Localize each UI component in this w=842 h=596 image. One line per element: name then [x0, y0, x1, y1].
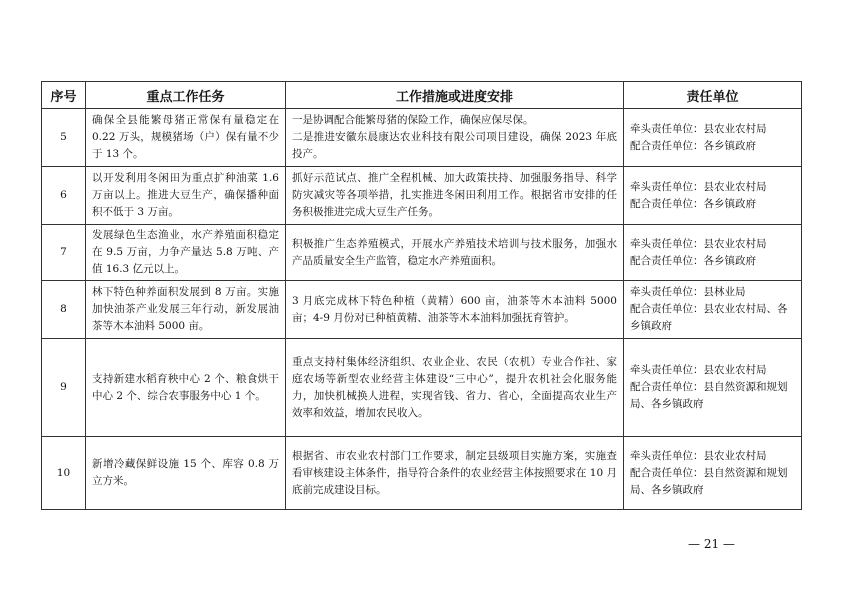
row-task: 林下特色种养面积发展到 8 万亩。实施加快油茶产业发展三年行动，新发展油茶等木本油料 5000 亩。 [86, 281, 286, 339]
header-task: 重点工作任务 [86, 82, 286, 109]
unit-lead: 牵头责任单位：县农业农村局 [630, 180, 767, 193]
table-header-row [42, 82, 802, 109]
measure-line: 重点支持村集体经济组织、农业企业、农民（农机）专业合作社、家庭农场等新型农业经营主体建设“三中心”，提升农机社会化服务能力，加快机械换人进程，实现省钱、省力、省心，全面提高农业生产效率和效益，增加农民收入。 [292, 355, 617, 419]
unit-lead: 牵头责任单位：县农业农村局 [630, 122, 767, 135]
row-unit [624, 437, 802, 510]
row-task: 支持新建水稻育秧中心 2 个、粮食烘干中心 2 个、综合农事服务中心 1 个。 [86, 339, 286, 437]
page-number: — 21 — [688, 537, 735, 551]
row-seq: 7 [42, 225, 86, 281]
row-unit [624, 167, 802, 225]
row-unit [624, 109, 802, 167]
unit-support: 配合责任单位：县自然资源和规划局、各乡镇政府 [630, 381, 788, 410]
unit-lead: 牵头责任单位：县农业农村局 [630, 237, 767, 250]
row-task: 新增冷藏保鲜设施 15 个、库容 0.8 万立方米。 [86, 437, 286, 510]
measure-line: 3 月底完成林下特色种植（黄精）600 亩，油茶等木本油料 5000 亩；4-9 月份对已种植黄精、油茶等木本油料加强抚育管护。 [292, 294, 617, 324]
table-row [42, 437, 802, 510]
measure-line: 积极推广生态养殖模式，开展水产养殖技术培训与技术服务，加强水产品质量安全生产监管，稳定水产养殖面积。 [292, 237, 617, 267]
header-unit: 责任单位 [624, 82, 802, 109]
row-task: 发展绿色生态渔业，水产养殖面积稳定在 9.5 万亩，力争产量达 5.8 万吨、产值 16.3 亿元以上。 [86, 225, 286, 281]
row-task: 以开发利用冬闲田为重点扩种油菜 1.6 万亩以上。推进大豆生产，确保播种面积不低于 3 万亩。 [86, 167, 286, 225]
table-row [42, 109, 802, 167]
header-measure: 工作措施或进度安排 [286, 82, 624, 109]
row-measure [286, 167, 624, 225]
row-seq: 10 [42, 437, 86, 510]
row-seq: 6 [42, 167, 86, 225]
measure-line: 根据省、市农业农村部门工作要求，制定县级项目实施方案，实施查看审核建设主体条件，指导符合条件的农业经营主体按照要求在 10 月底前完成建设目标。 [292, 449, 617, 496]
row-measure [286, 339, 624, 437]
table-row [42, 339, 802, 437]
header-seq: 序号 [42, 82, 86, 109]
unit-support: 配合责任单位：县农业农村局、各乡镇政府 [630, 303, 788, 332]
unit-support: 配合责任单位：县自然资源和规划局、各乡镇政府 [630, 466, 788, 496]
table-row [42, 225, 802, 281]
row-seq: 8 [42, 281, 86, 339]
table-row [42, 167, 802, 225]
work-task-table [41, 81, 802, 510]
unit-support: 配合责任单位：各乡镇政府 [630, 197, 756, 210]
table-row [42, 281, 802, 339]
row-measure [286, 225, 624, 281]
row-unit [624, 225, 802, 281]
row-seq: 9 [42, 339, 86, 437]
row-measure [286, 109, 624, 167]
unit-support: 配合责任单位：各乡镇政府 [630, 139, 756, 152]
row-seq: 5 [42, 109, 86, 167]
measure-line: 二是推进安徽东晨康达农业科技有限公司项目建设，确保 2023 年底投产。 [292, 131, 617, 160]
unit-lead: 牵头责任单位：县农业农村局 [630, 449, 767, 462]
row-unit [624, 339, 802, 437]
row-measure [286, 281, 624, 339]
row-unit [624, 281, 802, 339]
measure-line: 一是协调配合能繁母猪的保险工作，确保应保尽保。 [292, 114, 534, 126]
unit-lead: 牵头责任单位：县林业局 [630, 286, 746, 298]
row-task: 确保全县能繁母猪正常保有量稳定在 0.22 万头，规模猪场（户）保有量不少于 13 个。 [86, 109, 286, 167]
unit-lead: 牵头责任单位：县农业农村局 [630, 364, 767, 376]
measure-line: 抓好示范试点、推广全程机械、加大政策扶持、加强服务指导、科学防灾减灾等各项举措，扎实推进冬闲田利用工作。根据省市安排的任务积极推进完成大豆生产任务。 [292, 172, 617, 218]
unit-support: 配合责任单位：各乡镇政府 [630, 254, 756, 267]
row-measure [286, 437, 624, 510]
